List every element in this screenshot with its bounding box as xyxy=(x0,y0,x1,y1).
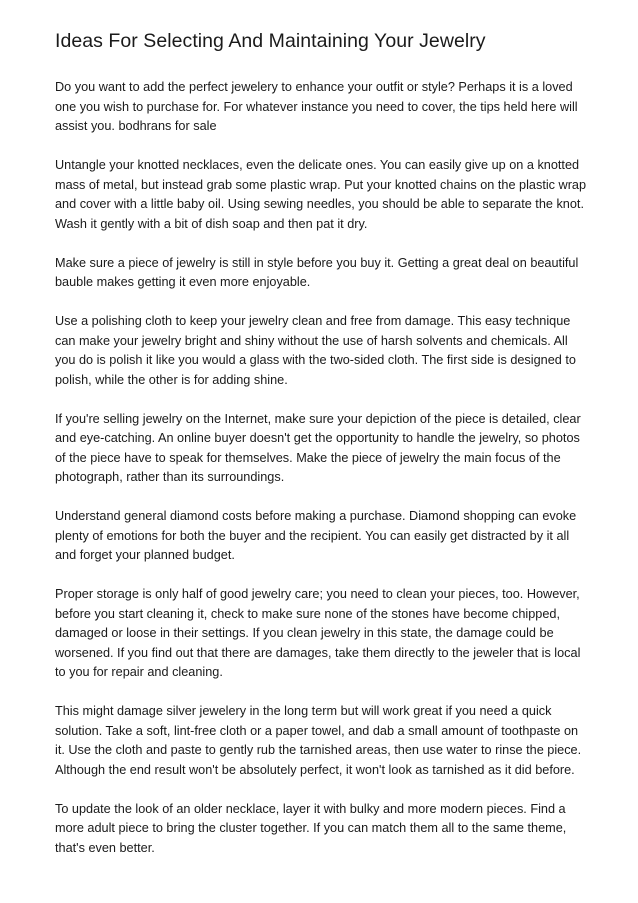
paragraph-polishing-cloth: Use a polishing cloth to keep your jewelry clean and free from damage. This easy technique can make your jewelry bright and shiny without the use of harsh solvents and chemicals. All you do is polish it like you would a glass with the two-sided cloth. The first side is designed to polish, while the other is for adding shine. xyxy=(55,314,576,387)
paragraph-intro: Do you want to add the perfect jewelery to enhance your outfit or style? Perhaps it is a loved one you wish to purchase for. For whatever instance you need to cover, the tips held here will assist you. bodhrans for sale xyxy=(55,80,578,133)
paragraph-layer-necklace: To update the look of an older necklace, layer it with bulky and more modern pieces. Find a more adult piece to bring the cluster together. If you can match them all to the same theme, that's even better. xyxy=(55,801,567,855)
paragraph-toothpaste-silver: This might damage silver jewelery in the long term but will work great if you need a quick solution. Take a soft, lint-free cloth or a paper towel, and dab a small amount of toothpaste on it. Use the cloth and paste to gently rub the tarnished areas, then use water to rinse the piece. Although the end result won't be absolutely perfect, it won't look as tarnished as it did before. xyxy=(55,704,582,777)
document-title: Ideas For Selecting And Maintaining Your Jewelry xyxy=(55,30,486,52)
paragraph-diamond-costs: Understand general diamond costs before making a purchase. Diamond shopping can evoke plenty of emotions for both the buyer and the recipient. You can easily get distracted by it all and forget your planned budget. xyxy=(55,509,577,562)
paragraph-proper-storage: Proper storage is only half of good jewelry care; you need to clean your pieces, too. However, before you start cleaning it, check to make sure none of the stones have become chipped, damaged or loose in their settings. If you clean jewelry in this state, the damage could be worsened. If you find out that there are damages, take them directly to the jeweler that is local to you for repair and cleaning. xyxy=(55,587,581,679)
paragraph-selling-online: If you're selling jewelry on the Internet, make sure your depiction of the piece is detailed, clear and eye-catching. An online buyer doesn't get the opportunity to handle the jewelry, so photos of the piece have to speak for themselves. Make the piece of jewelry the main focus of the photograph, rather than its surroundings. xyxy=(55,411,581,484)
paragraph-style-check: Make sure a piece of jewelry is still in style before you buy it. Getting a great deal on beautiful bauble makes getting it even more enjoyable. xyxy=(55,255,579,289)
paragraph-untangle-necklaces: Untangle your knotted necklaces, even the delicate ones. You can easily give up on a knotted mass of metal, but instead grab some plastic wrap. Put your knotted chains on the plastic wrap and cover with a little baby oil. Using sewing needles, you should be able to separate the knot. Wash it gently with a bit of dish soap and then pat it dry. xyxy=(55,158,587,231)
document-page xyxy=(55,28,590,878)
